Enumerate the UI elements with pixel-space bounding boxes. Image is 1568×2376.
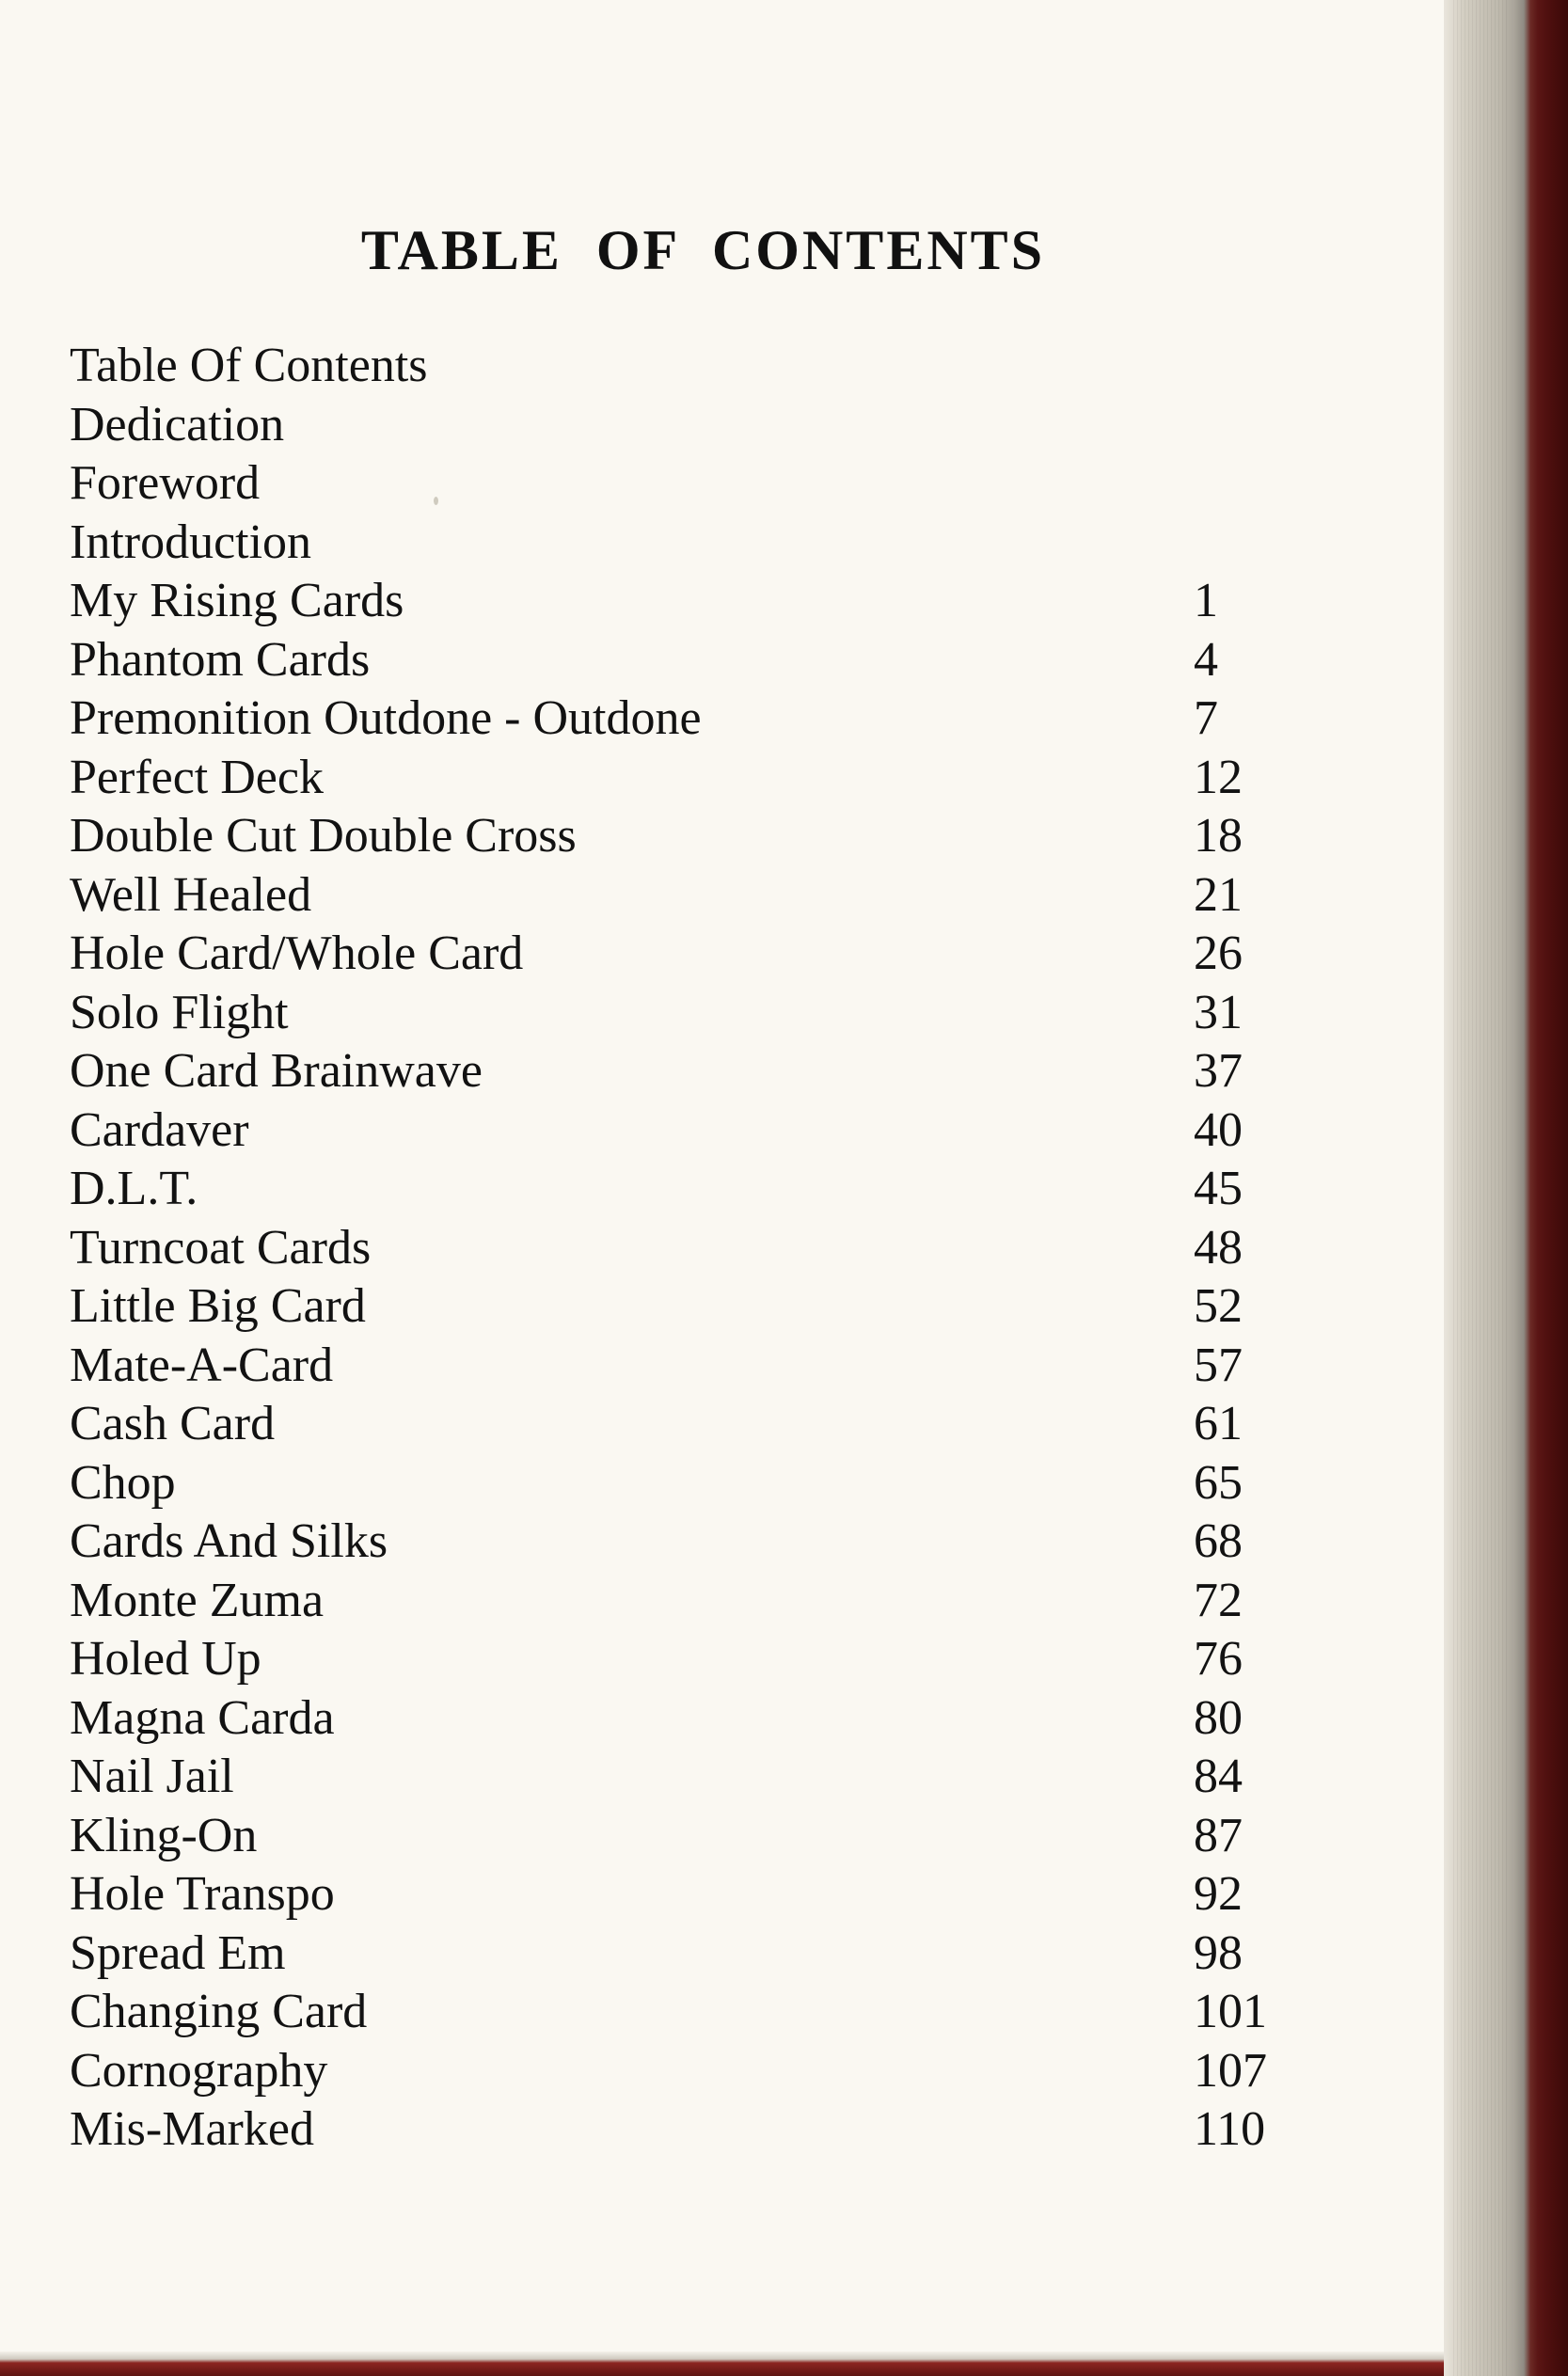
toc-entry-title: Perfect Deck [70,750,324,804]
toc-entry-title: Cards And Silks [70,1514,388,1568]
toc-entry-title: My Rising Cards [70,574,404,627]
toc-entry [70,572,1292,631]
toc-entry-title: Cardaver [70,1102,249,1157]
toc-entry [70,1101,1292,1161]
toc-entry-page-number: 26 [1194,927,1243,980]
toc-entry-title: Foreword [70,456,261,510]
toc-entry [70,1042,1292,1101]
toc-entry-page-number: 18 [1194,809,1243,863]
toc-entry-page-number: 31 [1194,985,1243,1039]
toc-entry [70,396,1292,455]
toc-entry [70,866,1292,926]
toc-entry [70,984,1292,1043]
toc-entry-page-number: 48 [1194,1220,1243,1275]
toc-entry [70,1513,1292,1572]
toc-entry [70,807,1292,866]
page-edges [1453,0,1510,2376]
toc-entry [70,1572,1292,1631]
toc-entry [70,1689,1292,1749]
toc-entry [70,1454,1292,1513]
toc-entry-title: Well Healed [70,867,312,922]
toc-entry-page-number: 76 [1194,1632,1243,1686]
toc-entry-page-number: 52 [1194,1279,1243,1333]
toc-entry-page-number: 37 [1194,1044,1243,1098]
toc-entry [70,2100,1292,2160]
toc-entry-title: Turncoat Cards [70,1220,372,1275]
toc-entry [70,1160,1292,1219]
toc-entry [70,925,1292,984]
toc-entry [70,631,1292,690]
toc-entry [70,749,1292,808]
toc-entry-title: Cash Card [70,1397,276,1450]
toc-entry-page-number: 87 [1194,1808,1243,1862]
toc-entry-title: Dedication [70,397,285,451]
toc-entry [70,454,1292,514]
toc-entry-title: Nail Jail [70,1750,234,1803]
toc-entry-title: Introduction [70,515,312,569]
toc-entry-page-number: 45 [1194,1162,1243,1215]
toc-entry-title: Chop [70,1455,176,1510]
toc-entry-title: Monte Zuma [70,1573,325,1627]
toc-entry-page-number: 107 [1194,2043,1267,2098]
toc-entry-title: Spread Em [70,1925,286,1980]
toc-entry-page-number: 110 [1194,2102,1266,2156]
toc-entry [70,337,1292,396]
toc-entry-page-number: 72 [1194,1573,1243,1627]
toc-entry-page-number: 4 [1194,632,1218,687]
toc-entry-title: One Card Brainwave [70,1044,483,1098]
toc-entry-page-number: 61 [1194,1397,1243,1450]
toc-entry-page-number: 40 [1194,1102,1243,1157]
toc-entry-title: D.L.T. [70,1162,198,1215]
toc-entry-title: Changing Card [70,1985,368,2038]
toc-entry [70,1748,1292,1807]
toc-entry-title: Magna Carda [70,1690,335,1745]
book-bottom-edge [0,2352,1444,2376]
toc-entry-page-number: 80 [1194,1690,1243,1745]
toc-entry-page-number: 1 [1194,574,1218,627]
toc-entry-title: Hole Card/Whole Card [70,927,524,980]
toc-entry [70,1925,1292,1984]
toc-entry [70,1219,1292,1278]
toc-entry [70,1630,1292,1689]
toc-entry-title: Cornography [70,2043,328,2098]
toc-entry-page-number: 84 [1194,1750,1243,1803]
toc-entry [70,1337,1292,1396]
toc-entry [70,514,1292,573]
toc-entry [70,1807,1292,1866]
toc-list [70,337,1292,2160]
toc-entry-page-number: 101 [1194,1985,1267,2038]
toc-entry [70,689,1292,749]
toc-entry [70,1983,1292,2042]
toc-entry-title: Mis-Marked [70,2102,314,2156]
toc-entry-page-number: 12 [1194,750,1243,804]
toc-entry-title: Hole Transpo [70,1867,335,1921]
toc-entry-page-number: 7 [1194,691,1218,745]
toc-entry-title: Kling-On [70,1808,258,1862]
toc-entry-title: Phantom Cards [70,632,371,687]
toc-entry [70,1395,1292,1454]
toc-entry-page-number: 65 [1194,1455,1243,1510]
toc-entry-title: Little Big Card [70,1279,366,1333]
toc-entry [70,1865,1292,1925]
toc-entry-title: Double Cut Double Cross [70,809,577,863]
toc-entry-page-number: 98 [1194,1925,1243,1980]
toc-entry [70,2042,1292,2101]
toc-entry-page-number: 68 [1194,1514,1243,1568]
toc-entry-page-number: 57 [1194,1338,1243,1392]
toc-entry-title: Table Of Contents [70,339,428,392]
toc-entry-title: Holed Up [70,1632,261,1686]
toc-entry-title: Mate-A-Card [70,1338,334,1392]
toc-entry-page-number: 21 [1194,867,1243,922]
page-title: TABLE OF CONTENTS [360,219,1046,281]
toc-entry-title: Solo Flight [70,985,289,1039]
toc-entry-page-number: 92 [1194,1867,1243,1921]
toc-entry-title: Premonition Outdone - Outdone [70,691,702,745]
toc-entry [70,1277,1292,1337]
